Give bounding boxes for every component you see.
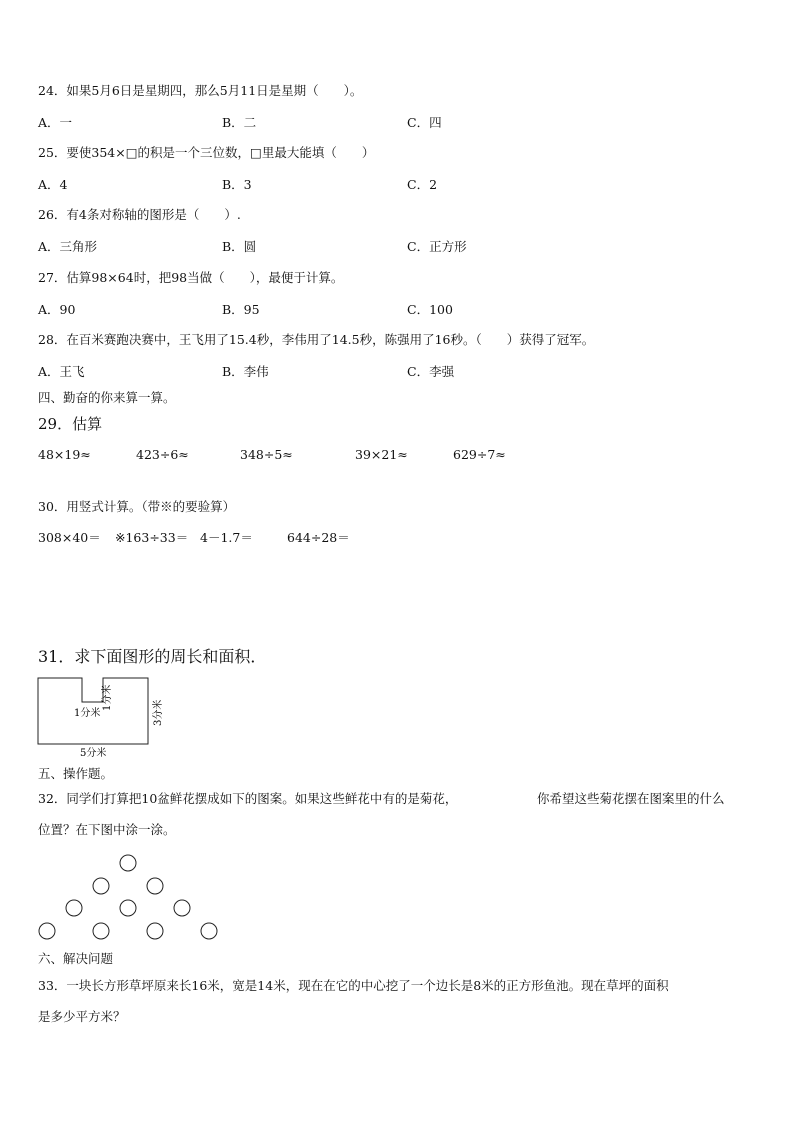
- flower-pot-circle[interactable]: [93, 923, 109, 939]
- q31-label-notch-height: 1分米: [102, 684, 113, 711]
- q26-option-b[interactable]: B．圆: [222, 239, 257, 254]
- flower-pot-circle[interactable]: [174, 900, 190, 916]
- q31-figure: [30, 674, 180, 764]
- q28-option-b[interactable]: B．李伟: [222, 364, 269, 379]
- section-4-heading: 四、勤奋的你来算一算。: [38, 390, 176, 405]
- q28-option-c[interactable]: C．李强: [407, 364, 455, 379]
- q29-item: 423÷6≈: [136, 447, 189, 462]
- flower-pot-circle[interactable]: [93, 878, 109, 894]
- q30-item: 644÷28＝: [287, 530, 350, 545]
- q26-option-a[interactable]: A．三角形: [38, 239, 98, 254]
- q24-option-c[interactable]: C．四: [407, 115, 442, 130]
- q26-option-c[interactable]: C．正方形: [407, 239, 467, 254]
- section-5-heading: 五、操作题。: [38, 766, 114, 781]
- q25-stem: 25．要使354×□的积是一个三位数，□里最大能填（ ）: [38, 145, 375, 160]
- q24-stem: 24．如果5月6日是星期四，那么5月11日是星期（ ）。: [38, 83, 363, 98]
- flower-pot-circle[interactable]: [66, 900, 82, 916]
- flower-pot-circle[interactable]: [147, 878, 163, 894]
- q30-item: 4－1.7＝: [200, 530, 253, 545]
- q31-label-height: 3分米: [153, 699, 164, 726]
- q25-option-a[interactable]: A．4: [38, 177, 68, 192]
- q27-stem: 27．估算98×64时，把98当做（ ），最便于计算。: [38, 270, 344, 285]
- flower-pot-circle[interactable]: [201, 923, 217, 939]
- q27-option-a[interactable]: A．90: [38, 302, 76, 317]
- q29-item: 629÷7≈: [453, 447, 506, 462]
- flower-pot-circle[interactable]: [120, 855, 136, 871]
- q28-stem: 28．在百米赛跑决赛中，王飞用了15.4秒，李伟用了14.5秒，陈强用了16秒。（ ）获得了冠军。: [38, 332, 595, 347]
- q24-option-b[interactable]: B．二: [222, 115, 257, 130]
- q26-stem: 26．有4条对称轴的图形是（ ）.: [38, 207, 241, 222]
- flower-pot-circle[interactable]: [120, 900, 136, 916]
- q31-title: 31．求下面图形的周长和面积．: [38, 647, 267, 666]
- q29-item: 348÷5≈: [240, 447, 293, 462]
- q30-item: 308×40＝: [38, 530, 101, 545]
- flower-pot-circle[interactable]: [147, 923, 163, 939]
- q32-line1a: 32．同学们打算把10盆鲜花摆成如下的图案。如果这些鲜花中有的是菊花，: [38, 791, 458, 806]
- q29-item: 48×19≈: [38, 447, 91, 462]
- q32-line2: 位置？在下图中涂一涂。: [38, 822, 176, 837]
- section-6-heading: 六、解决问题: [38, 951, 114, 966]
- flower-pattern: [30, 848, 230, 943]
- q31-label-notch-width: 1分米: [74, 708, 101, 719]
- q33-line1: 33．一块长方形草坪原来长16米，宽是14米，现在在它的中心挖了一个边长是8米的正方形鱼池。现在草坪的面积: [38, 978, 669, 993]
- q30-title: 30．用竖式计算。（带※的要验算）: [38, 499, 236, 514]
- q25-option-b[interactable]: B．3: [222, 177, 252, 192]
- q29-item: 39×21≈: [355, 447, 408, 462]
- q27-option-c[interactable]: C．100: [407, 302, 453, 317]
- q29-title: 29．估算: [38, 415, 103, 433]
- q25-option-c[interactable]: C．2: [407, 177, 438, 192]
- flower-pot-circle[interactable]: [39, 923, 55, 939]
- q27-option-b[interactable]: B．95: [222, 302, 260, 317]
- q24-option-a[interactable]: A．一: [38, 115, 73, 130]
- q28-option-a[interactable]: A．王飞: [38, 364, 85, 379]
- q31-label-width: 5分米: [80, 748, 107, 759]
- q33-line2: 是多少平方米？: [38, 1009, 126, 1024]
- q32-line1b: 你希望这些菊花摆在图案里的什么: [537, 791, 725, 806]
- q30-item: ※163÷33＝: [115, 530, 189, 545]
